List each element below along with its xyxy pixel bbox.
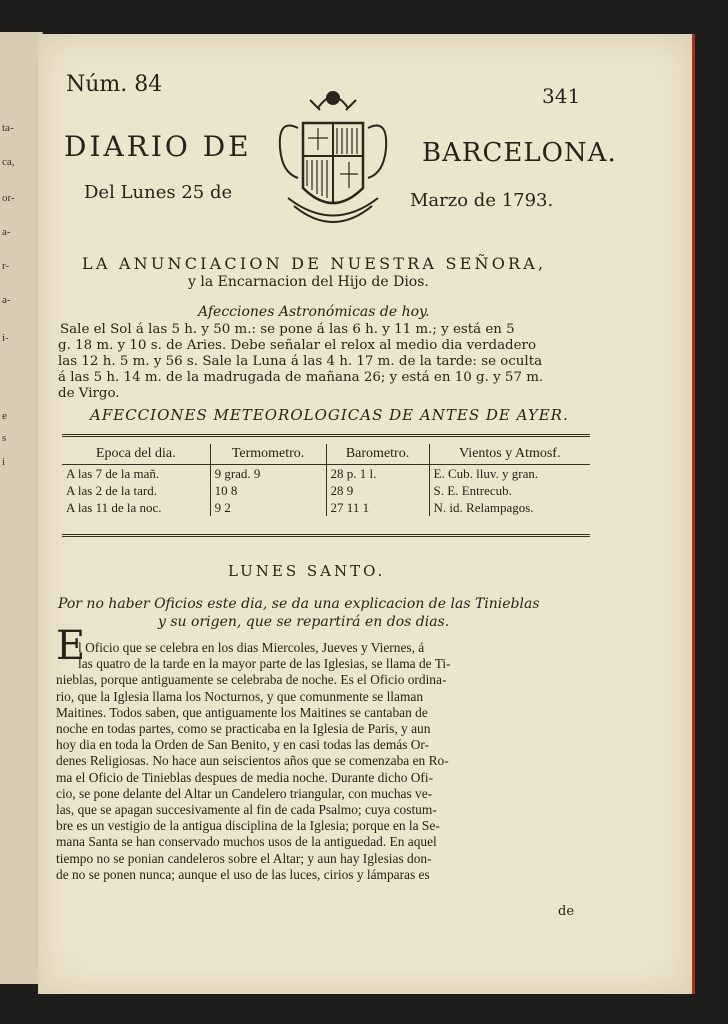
table-header-row <box>62 444 590 465</box>
table-cell: A las 7 de la mañ. <box>66 465 160 481</box>
section-heading: LUNES SANTO. <box>228 562 386 580</box>
masthead-title-left: DIARIO DE <box>64 130 252 163</box>
left-page-fragment: i <box>2 456 6 468</box>
table-cell: 9 grad. 9 <box>210 465 326 483</box>
article-line: las quatro de la tarde en la mayor parte de las Iglesias, se llama de Ti- <box>78 656 451 672</box>
column-header: Vientos y Atmosf. <box>429 444 590 465</box>
coat-of-arms-crest <box>258 78 408 238</box>
table-cell: S. E. Entrecub. <box>429 482 590 499</box>
table-cell: 9 2 <box>210 499 326 516</box>
table-cell: 27 11 1 <box>326 499 429 516</box>
left-page-edge <box>0 32 43 984</box>
table-row <box>62 465 590 483</box>
article-line: tiempo no se ponian candeleros sobre el Altar; y aun hay Iglesias don- <box>56 850 432 866</box>
page-number: 341 <box>542 84 581 108</box>
article-line: de no se ponen nunca; aunque el uso de las luces, cirios y lámparas es <box>56 866 430 882</box>
article-line: cio, se pone delante del Altar un Candelero triangular, con muchas ve- <box>56 785 433 801</box>
table-row <box>62 482 590 499</box>
left-page-fragment: r- <box>2 260 10 272</box>
feast-heading: LA ANUNCIACION DE NUESTRA SEÑORA, <box>82 254 547 273</box>
table-cell: 28 p. 1 l. <box>326 465 429 483</box>
column-header: Epoca del dia. <box>62 444 210 465</box>
table-row <box>62 499 590 516</box>
article-line: l Oficio que se celebra en los dias Miercoles, Jueves y Viernes, á <box>78 640 425 655</box>
article-body <box>56 640 604 883</box>
date-right: Marzo de 1793. <box>410 190 554 211</box>
section-intro: y su origen, que se repartirá en dos dias. <box>158 614 450 630</box>
table-cell: 10 8 <box>210 482 326 499</box>
article-line: denes Religiosas. No hace aun seiscientos años que se comenzaba en Ro- <box>56 753 449 769</box>
article-line: mana Santa se han conservado muchos usos de la antiguedad. En aquel <box>56 834 437 850</box>
article-line: noche en todas partes, como se practicaba en la Iglesia de Paris, y aun <box>56 721 431 737</box>
article-line: bre es un vestigio de la antigua disciplina de la Iglesia; porque en la Se- <box>56 818 440 834</box>
astronomy-line: g. 18 m. y 10 s. de Aries. Debe señalar el relox al medio dia verdadero <box>58 338 537 353</box>
masthead-title-right: BARCELONA. <box>422 138 617 168</box>
article-line: las, que se apagan succesivamente al fin de cada Psalmo; cuya costum- <box>56 802 437 818</box>
meteorology-heading: AFECCIONES METEOROLOGICAS DE ANTES DE AYER. <box>90 406 569 424</box>
catchword: de <box>558 904 575 919</box>
table-cell: A las 11 de la noc. <box>66 499 162 515</box>
left-page-fragment: e <box>2 410 7 422</box>
left-page-fragment: or- <box>2 192 15 204</box>
article-line: ma el Oficio de Tinieblas despues de media noche. Durante dicho Ofi- <box>56 769 434 785</box>
newspaper-page <box>38 34 695 994</box>
left-page-fragment: ta- <box>2 122 14 134</box>
feast-subheading: y la Encarnacion del Hijo de Dios. <box>188 274 429 290</box>
column-header: Barometro. <box>326 444 429 465</box>
issue-number: Núm. 84 <box>66 72 163 97</box>
section-intro: Por no haber Oficios este dia, se da una explicacion de las Tinieblas <box>58 596 540 612</box>
drop-cap: E <box>56 623 86 669</box>
meteorology-table <box>62 444 590 516</box>
table-cell: E. Cub. lluv. y gran. <box>429 465 590 483</box>
article-line: Maitines. Todos saben, que antiguamente los Maitines se cantaban de <box>56 704 428 720</box>
article-line: hoy dia en toda la Orden de San Benito, y en casi todas las demás Or- <box>56 737 430 753</box>
table-cell: N. id. Relampagos. <box>429 499 590 516</box>
date-left: Del Lunes 25 de <box>84 182 233 203</box>
table-top-rule <box>62 434 590 437</box>
astronomy-line: las 12 h. 5 m. y 56 s. Sale la Luna á las 4 h. 17 m. de la tarde: se oculta <box>58 354 543 369</box>
article-line: nieblas, porque antiguamente se celebraba de noche. Es el Oficio ordina- <box>56 672 447 688</box>
table-cell: 28 9 <box>326 482 429 499</box>
column-header: Termometro. <box>210 444 326 465</box>
astronomy-line: de Virgo. <box>58 386 120 401</box>
table-bottom-rule <box>62 534 590 537</box>
left-page-fragment: a- <box>2 226 11 238</box>
left-page-fragment: ca, <box>2 156 15 168</box>
left-page-fragment: a- <box>2 294 11 306</box>
astronomy-line: á las 5 h. 14 m. de la madrugada de mañana 26; y está en 10 g. y 57 m. <box>58 370 544 385</box>
article-line: rio, que la Iglesia llama los Nocturnos, y que comunmente se llaman <box>56 688 424 704</box>
table-cell: A las 2 de la tard. <box>66 482 157 498</box>
left-page-fragment: i- <box>2 332 9 344</box>
astronomy-heading: Afecciones Astronómicas de hoy. <box>198 304 430 320</box>
astronomy-line: Sale el Sol á las 5 h. y 50 m.: se pone á las 6 h. y 11 m.; y está en 5 <box>60 322 515 337</box>
left-page-fragment: s <box>2 432 7 444</box>
